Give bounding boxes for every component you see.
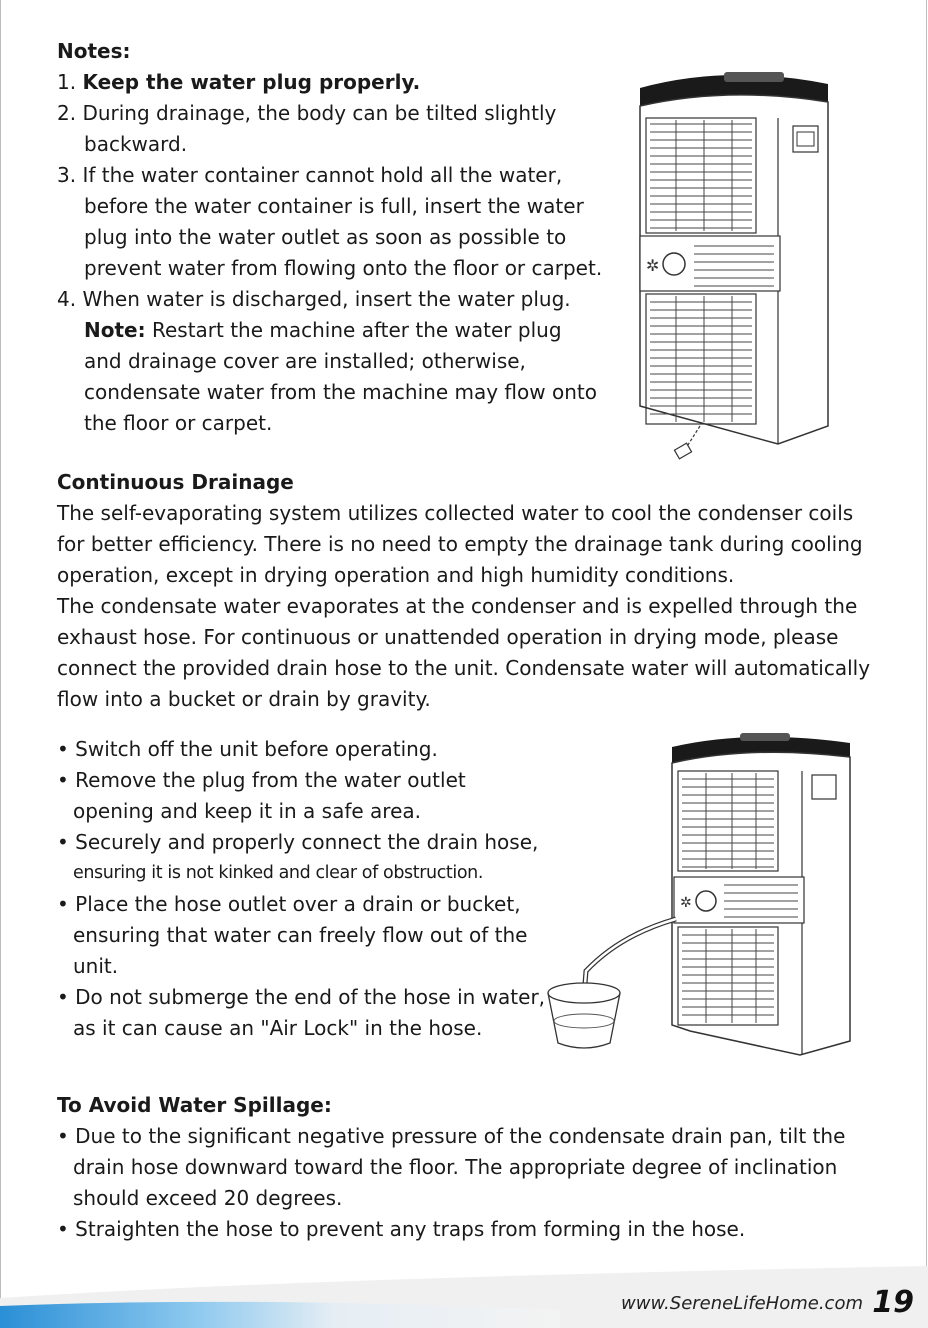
continuous-line: operation, except in drying operation and high humidity conditions. <box>57 563 735 587</box>
step-remove-plug-line-2: opening and keep it in a safe area. <box>73 799 422 823</box>
continuous-line: flow into a bucket or drain by gravity. <box>57 687 431 711</box>
air-conditioner-drain-hose-icon <box>540 725 860 1065</box>
spillage-tilt-line-3: should exceed 20 degrees. <box>73 1186 343 1210</box>
continuous-drainage-section <box>57 467 870 715</box>
continuous-drainage-heading: Continuous Drainage <box>57 470 294 494</box>
notes-item-4-line-2 <box>57 315 602 346</box>
step-connect-hose-line-1: • Securely and properly connect the drain hose, <box>57 830 539 854</box>
svg-text:✲: ✲ <box>680 895 692 911</box>
notes-item-4-line-3: and drainage cover are installed; otherwise, <box>84 349 526 373</box>
notes-item-4-line-4: condensate water from the machine may flow onto <box>84 380 597 404</box>
notes-item-1 <box>57 67 602 98</box>
page-number: 19 <box>872 1285 914 1320</box>
notes-item-1-text: Keep the water plug properly. <box>82 70 421 94</box>
spillage-section <box>57 1090 845 1245</box>
notes-section <box>57 36 602 439</box>
continuous-line: for better efficiency. There is no need to empty the drainage tank during cooling <box>57 532 863 556</box>
svg-text:✲: ✲ <box>646 256 660 275</box>
notes-item-4-line-1: 4. When water is discharged, insert the water plug. <box>57 287 571 311</box>
spillage-tilt-line-1: • Due to the significant negative pressure of the condensate drain pan, tilt the <box>57 1124 846 1148</box>
spillage-heading: To Avoid Water Spillage: <box>57 1093 332 1117</box>
step-place-hose-line-2: ensuring that water can freely flow out of the <box>73 923 528 947</box>
drain-steps-section <box>57 734 545 1044</box>
notes-item-3-line-4: prevent water from flowing onto the floor or carpet. <box>84 256 603 280</box>
step-place-hose-line-3: unit. <box>73 954 119 978</box>
notes-item-1-number: 1. <box>57 70 83 94</box>
step-switch-off: • Switch off the unit before operating. <box>57 737 438 761</box>
continuous-line: connect the provided drain hose to the unit. Condensate water will automatically <box>57 656 871 680</box>
air-conditioner-unit-icon <box>628 66 848 466</box>
step-place-hose-line-1: • Place the hose outlet over a drain or bucket, <box>57 892 521 916</box>
continuous-line: exhaust hose. For continuous or unattended operation in drying mode, please <box>57 625 839 649</box>
step-connect-hose-line-2: ensuring it is not kinked and clear of obstruction. <box>73 863 484 883</box>
notes-item-4-line-2-text: Restart the machine after the water plug <box>145 318 562 342</box>
notes-item-4-line-5: the floor or carpet. <box>84 411 273 435</box>
step-no-submerge-line-1: • Do not submerge the end of the hose in water, <box>57 985 546 1009</box>
notes-item-2-line-1: 2. During drainage, the body can be tilted slightly <box>57 101 557 125</box>
continuous-line: The self-evaporating system utilizes collected water to cool the condenser coils <box>57 501 854 525</box>
notes-heading: Notes: <box>57 39 131 63</box>
notes-item-3-line-1: 3. If the water container cannot hold all the water, <box>57 163 563 187</box>
step-remove-plug-line-1: • Remove the plug from the water outlet <box>57 768 466 792</box>
spillage-tilt-line-2: drain hose downward toward the floor. The appropriate degree of inclination <box>73 1155 838 1179</box>
step-no-submerge-line-2: as it can cause an "Air Lock" in the hose. <box>73 1016 483 1040</box>
notes-item-2-line-2: backward. <box>84 132 188 156</box>
notes-item-3-line-2: before the water container is full, insert the water <box>84 194 584 218</box>
footer-website-url[interactable]: www.SereneLifeHome.com <box>621 1293 863 1314</box>
notes-item-3-line-3: plug into the water outlet as soon as possible to <box>84 225 567 249</box>
spillage-straighten: • Straighten the hose to prevent any traps from forming in the hose. <box>57 1217 746 1241</box>
note-label: Note: <box>84 318 146 342</box>
continuous-line: The condensate water evaporates at the condenser and is expelled through the <box>57 594 858 618</box>
